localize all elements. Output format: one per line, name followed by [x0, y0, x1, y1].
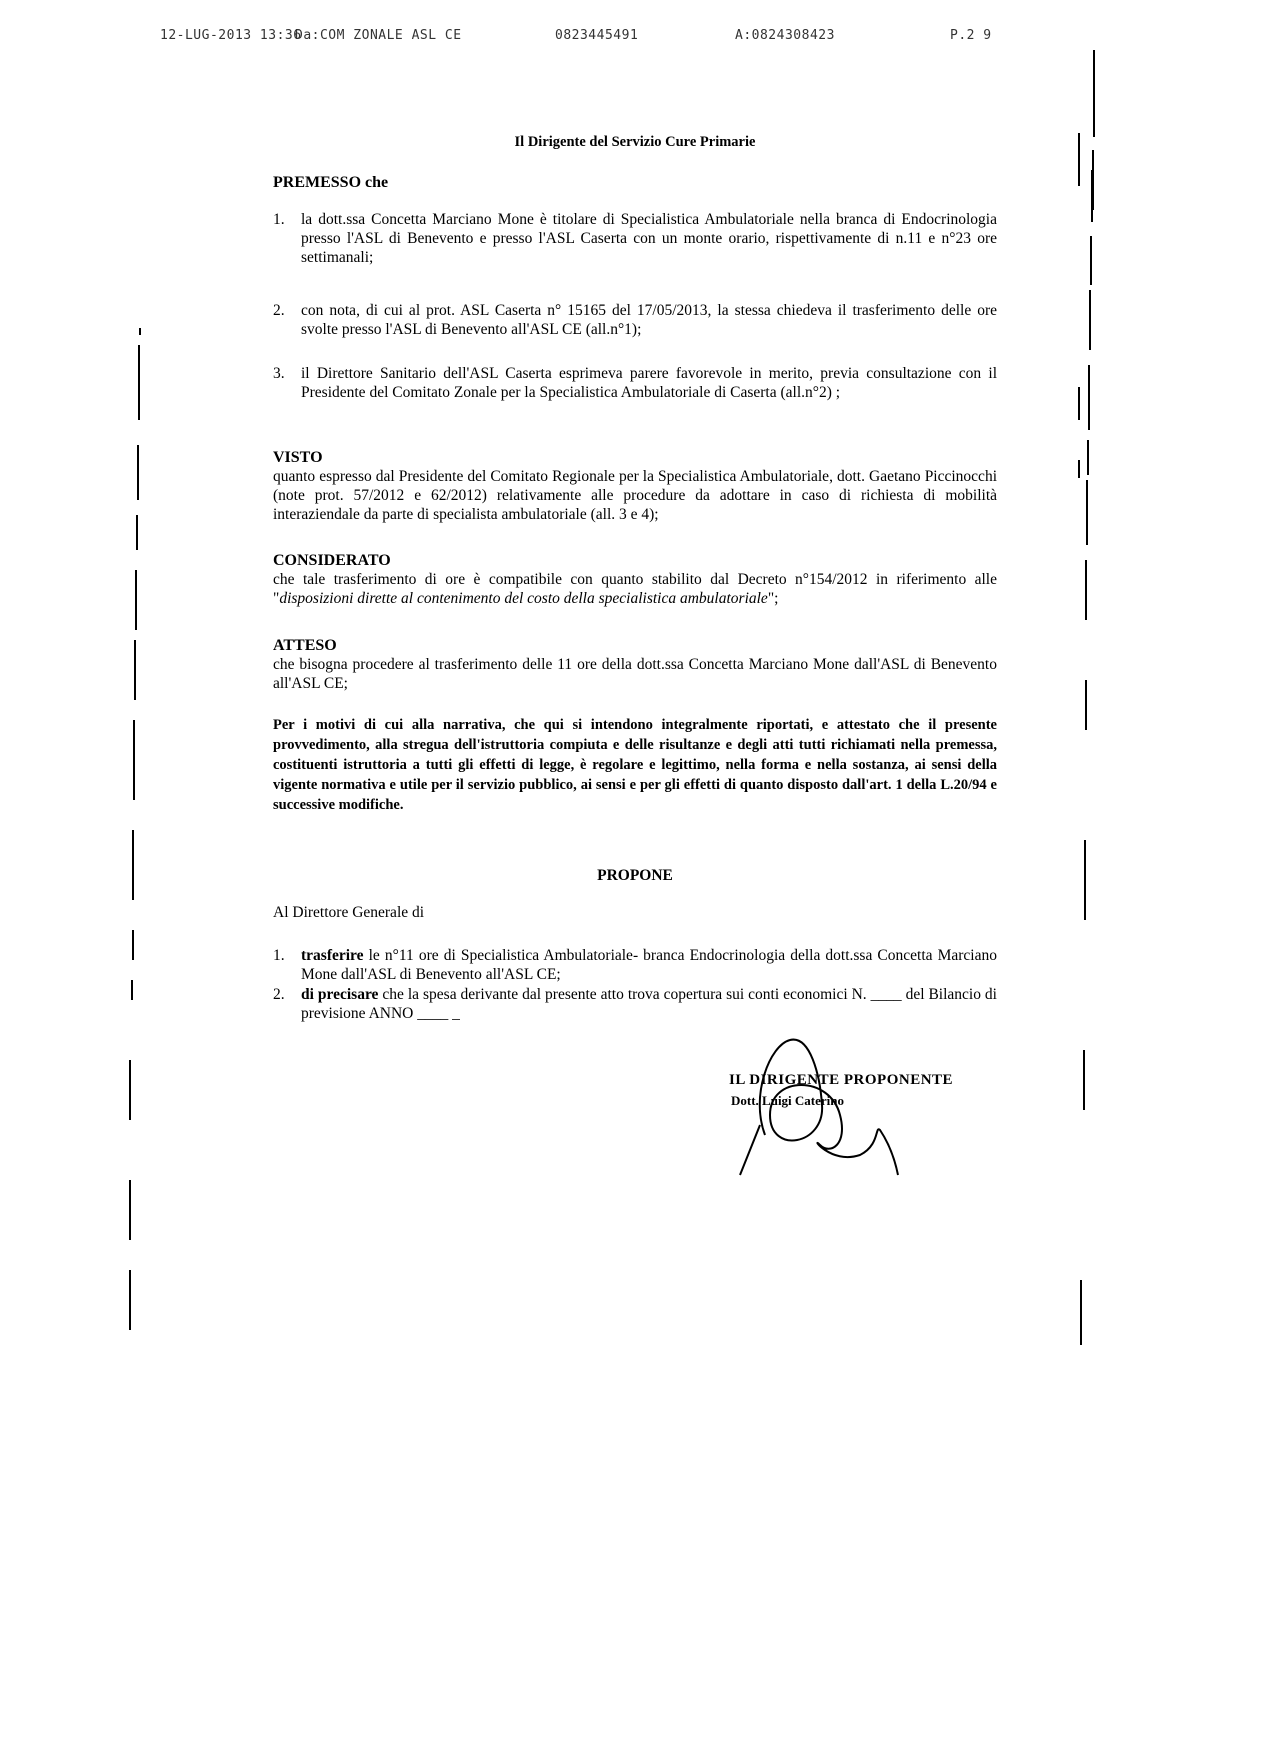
premesso-heading: PREMESSO che [273, 174, 389, 191]
fax-datetime: 12-LUG-2013 13:36 [160, 28, 302, 43]
signature-stroke [740, 1125, 760, 1175]
item-text: il Direttore Sanitario dell'ASL Caserta esprimeva parere favorevole in merito, previa consultazione con il Presidente del Comitato Zonale per la Specialistica Ambulatoriale di Caserta (all.n°2) ; [301, 365, 997, 401]
item-number: 2. [273, 302, 285, 319]
document-title: Il Dirigente del Servizio Cure Primarie [514, 134, 756, 150]
item-text: con nota, di cui al prot. ASL Caserta n° 15165 del 17/05/2013, la stessa chiedeva il trasferimento delle ore svolte presso l'ASL di Benevento all'ASL CE (all.n°1); [301, 302, 997, 338]
item-text: trasferire le n°11 ore di Specialistica Ambulatoriale- branca Endocrinologia della dott.ssa Concetta Marciano Mone dall'ASL di Benevento all'ASL CE; [301, 947, 997, 983]
fax-page-number: P.2 9 [950, 28, 992, 43]
fax-sender: Da:COM ZONALE ASL CE [295, 28, 462, 43]
considerato-heading: CONSIDERATO [273, 552, 391, 569]
signature-title: IL DIRIGENTE PROPONENTE [729, 1072, 954, 1088]
propone-recipient: Al Direttore Generale di [273, 904, 425, 921]
propone-heading: PROPONE [597, 867, 673, 884]
atteso-text: che bisogna procedere al trasferimento delle 11 ore della dott.ssa Concetta Marciano Mone dall'ASL di Benevento all'ASL CE; [273, 656, 997, 692]
item-number: 1. [273, 211, 285, 228]
signature-name: Dott. Luigi Caterino [731, 1093, 845, 1108]
visto-text: quanto espresso dal Presidente del Comitato Regionale per la Specialistica Ambulatoriale, dott. Gaetano Piccinocchi (note prot. 57/2012 e 62/2012) relativamente alle procedure da adottare in caso di richiesta di mobilità interaziendale da parte di specialista ambulatoriale (all. 3 e 4); [273, 468, 997, 523]
item-number: 2. [273, 986, 285, 1003]
item-number: 3. [273, 365, 285, 382]
handwritten-signature [730, 1035, 1030, 1195]
considerato-text: che tale trasferimento di ore è compatibile con quanto stabilito dal Decreto n°154/2012 in riferimento alle "disposizioni dirette al contenimento del costo della specialistica ambulatoriale"; [273, 571, 997, 607]
fax-sender-number: 0823445491 [555, 28, 639, 43]
signature-stroke [760, 1040, 898, 1175]
decree-title: disposizioni dirette al contenimento del costo della specialistica ambulatoriale [279, 590, 768, 607]
fax-recipient: A:0824308423 [735, 28, 835, 43]
item-number: 1. [273, 947, 285, 964]
item-text: di precisare che la spesa derivante dal presente atto trova copertura sui conti economici N. ____ del Bilancio di previsione ANNO ____ _ [301, 986, 997, 1022]
fax-header [160, 28, 1020, 48]
motivi-paragraph: Per i motivi di cui alla narrativa, che qui si intendono integralmente riportati, e attestato che il presente provvedimento, alla stregua dell'istruttoria compiuta e delle risultanze e degli atti tutti richiamati nella premessa, costituenti istruttoria a tutti gli effetti di legge, è regolare e legittimo, nella forma e nella sostanza, ai sensi della vigente normativa e utile per il servizio pubblico, ai sensi e per gli effetti di quanto disposto dall'art. 1 della L.20/94 e successive modifiche. [273, 717, 997, 813]
atteso-heading: ATTESO [273, 637, 337, 654]
item-text: la dott.ssa Concetta Marciano Mone è titolare di Specialistica Ambulatoriale nella branca di Endocrinologia presso l'ASL di Benevento e presso l'ASL Caserta con un monte orario, rispettivamente di n.11 e n°23 ore settimanali; [301, 211, 997, 266]
visto-heading: VISTO [273, 449, 323, 466]
